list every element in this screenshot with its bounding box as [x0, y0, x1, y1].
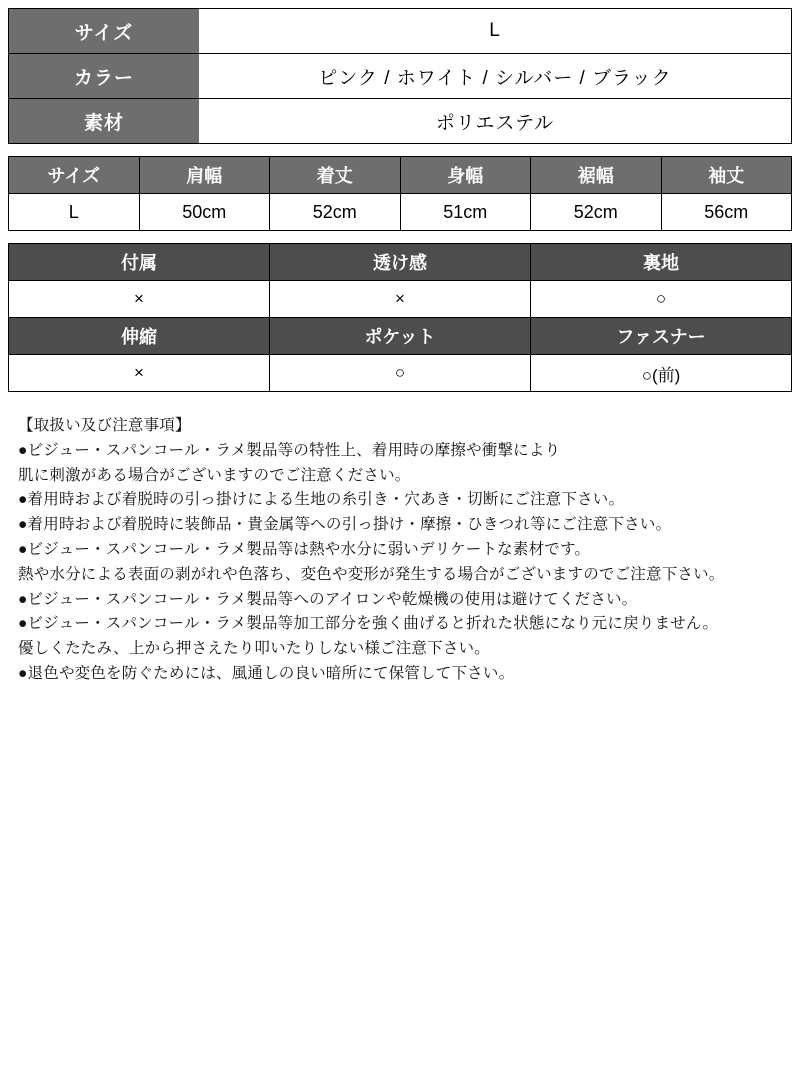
- measurement-table: [8, 156, 792, 231]
- note-line: ●着用時および着脱時に装飾品・貴金属等への引っ掛け・摩擦・ひきつれ等にご注意下さい。: [18, 516, 672, 534]
- measurement-header-hem: 裾幅: [531, 157, 662, 194]
- table-row: [9, 194, 792, 231]
- feature-value-sheerness: ×: [270, 281, 531, 318]
- table-header-row: [9, 157, 792, 194]
- feature-header-sheerness: 透け感: [270, 244, 531, 281]
- measurement-cell-hem: 52cm: [531, 194, 662, 231]
- feature-header-lining: 裏地: [531, 244, 792, 281]
- measurement-cell-sleeve: 56cm: [661, 194, 792, 231]
- spec-value-material: ポリエステル: [199, 99, 792, 144]
- table-header-row: [9, 244, 792, 281]
- note-line: ●ビジュー・スパンコール・ラメ製品等は熱や水分に弱いデリケートな素材です。: [18, 540, 591, 558]
- note-line: 肌に刺激がある場合がございますのでご注意ください。: [18, 466, 411, 484]
- spec-table: [8, 8, 792, 144]
- table-row: [9, 355, 792, 392]
- table-row: [9, 54, 792, 99]
- notes-title: 【取扱い及び注意事項】: [18, 417, 191, 434]
- note-line: ●ビジュー・スパンコール・ラメ製品等加工部分を強く曲げると折れた状態になり元に戻りません。: [18, 615, 719, 633]
- measurement-header-size: サイズ: [9, 157, 140, 194]
- measurement-header-bust: 身幅: [400, 157, 531, 194]
- note-line: ●退色や変色を防ぐためには、風通しの良い暗所にて保管して下さい。: [18, 664, 515, 682]
- note-line: 優しくたたみ、上から押さえたり叩いたりしない様ご注意下さい。: [18, 640, 490, 658]
- feature-header-pocket: ポケット: [270, 318, 531, 355]
- measurement-cell-size: L: [9, 194, 140, 231]
- spec-value-color: ピンク / ホワイト / シルバー / ブラック: [199, 54, 792, 99]
- measurement-cell-shoulder: 50cm: [139, 194, 270, 231]
- note-line: ●ビジュー・スパンコール・ラメ製品等へのアイロンや乾燥機の使用は避けてください。: [18, 590, 638, 608]
- measurement-cell-bust: 51cm: [400, 194, 531, 231]
- feature-header-zipper: ファスナー: [531, 318, 792, 355]
- feature-value-lining: ○: [531, 281, 792, 318]
- table-header-row: [9, 318, 792, 355]
- spec-label-material: 素材: [9, 99, 200, 144]
- feature-value-stretch: ×: [9, 355, 270, 392]
- spec-value-size: L: [199, 9, 792, 54]
- feature-value-accessory: ×: [9, 281, 270, 318]
- note-line: ●ビジュー・スパンコール・ラメ製品等の特性上、着用時の摩擦や衝撃により: [18, 441, 561, 459]
- feature-header-accessory: 付属: [9, 244, 270, 281]
- feature-table: [8, 243, 792, 392]
- care-notes: [8, 414, 792, 687]
- note-line: 熱や水分による表面の剥がれや色落ち、変色や変形が発生する場合がございますのでご注意下さい。: [18, 565, 725, 583]
- measurement-header-sleeve: 袖丈: [661, 157, 792, 194]
- table-row: [9, 9, 792, 54]
- table-row: [9, 281, 792, 318]
- measurement-header-length: 着丈: [270, 157, 401, 194]
- spec-label-size: サイズ: [9, 9, 200, 54]
- spec-label-color: カラー: [9, 54, 200, 99]
- measurement-cell-length: 52cm: [270, 194, 401, 231]
- measurement-header-shoulder: 肩幅: [139, 157, 270, 194]
- feature-value-zipper: ○(前): [531, 355, 792, 392]
- table-row: [9, 99, 792, 144]
- feature-value-pocket: ○: [270, 355, 531, 392]
- feature-header-stretch: 伸縮: [9, 318, 270, 355]
- note-line: ●着用時および着脱時の引っ掛けによる生地の糸引き・穴あき・切断にご注意下さい。: [18, 491, 625, 509]
